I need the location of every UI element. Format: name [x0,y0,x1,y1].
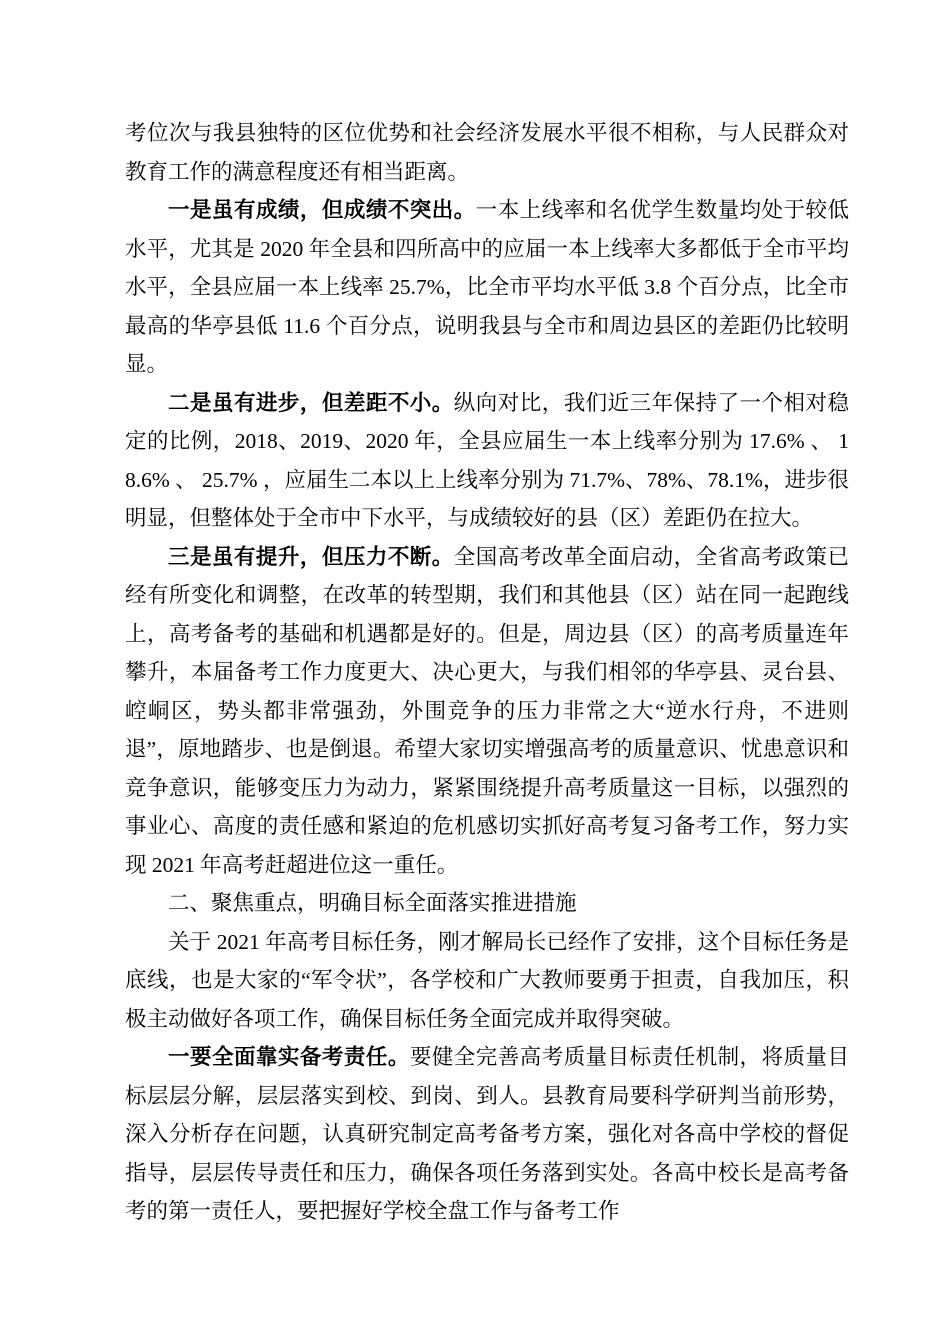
paragraph-text: 考位次与我县独特的区位优势和社会经济发展水平很不相称，与人民群众对教育工作的满意程度还有相当距离。 [125,121,849,184]
paragraph-text: 要健全完善高考质量目标责任机制，将质量目标层层分解，层层落实到校、到岗、到人。县教育局要科学研判当前形势，深入分析存在问题，认真研究制定高考备考方案，强化对各高中学校的督促指导，层层传导责任和压力，确保各项任务落到实处。各高中校长是高考备考的第一责任人，要把握好学校全盘工作与备考工作 [125,1045,849,1223]
paragraph-lead: 一是虽有成绩，但成绩不突出。 [168,198,476,222]
paragraph [125,114,849,191]
paragraph-lead: 二是虽有进步，但差距不小。 [168,390,454,415]
paragraph [125,191,849,384]
paragraph [125,923,849,1039]
paragraph [125,1038,849,1231]
paragraph [125,538,849,885]
section-heading [125,884,849,923]
paragraph-text: 纵向对比，我们近三年保持了一个相对稳定的比例，2018、2019、2020 年，全县应届生一本上线率分别为 17.6% 、 18.6% 、 25.7% ，应届生二本以上上线率分别为 71.7%、78%、78.1%，进步很明显，但整体处于全市中下水平，与成绩较好的县（区）差距仍在拉大。 [125,390,849,530]
paragraph-text: 全国高考改革全面启动，全省高考政策已经有所变化和调整，在改革的转型期，我们和其他县（区）站在同一起跑线上，高考备考的基础和机遇都是好的。但是，周边县（区）的高考质量连年攀升，本届备考工作力度更大、决心更大，与我们相邻的华亭县、灵台县、崆峒区，势头都非常强劲，外围竞争的压力非常之大“逆水行舟，不进则退”，原地踏步、也是倒退。希望大家切实增强高考的质量意识、忧患意识和竞争意识，能够变压力为动力，紧紧围绕提升高考质量这一目标，以强烈的事业心、高度的责任感和紧迫的危机感切实抓好高考复习备考工作，努力实现 2021 年高考赶超进位这一重任。 [125,544,849,877]
paragraph-text: 一本上线率和名优学生数量均处于较低水平，尤其是 2020 年全县和四所高中的应届一本上线率大多都低于全市平均水平，全县应届一本上线率 25.7%，比全市平均水平低 3.8 个百分点，比全市最高的华亭县低 11.6 个百分点，说明我县与全市和周边县区的差距仍比较明显。 [125,198,849,376]
paragraph [125,384,849,538]
paragraph-lead: 三是虽有提升，但压力不断。 [168,544,454,569]
paragraph-text: 二、聚焦重点，明确目标全面落实推进措施 [168,891,577,915]
paragraph-text: 关于 2021 年高考目标任务，刚才解局长已经作了安排，这个目标任务是底线，也是大家的“军令状”，各学校和广大教师要勇于担责，自我加压，积极主动做好各项工作，确保目标任务全面完成并取得突破。 [125,929,849,1031]
document-content [125,114,849,1231]
paragraph-lead: 一要全面靠实备考责任。 [168,1045,410,1069]
